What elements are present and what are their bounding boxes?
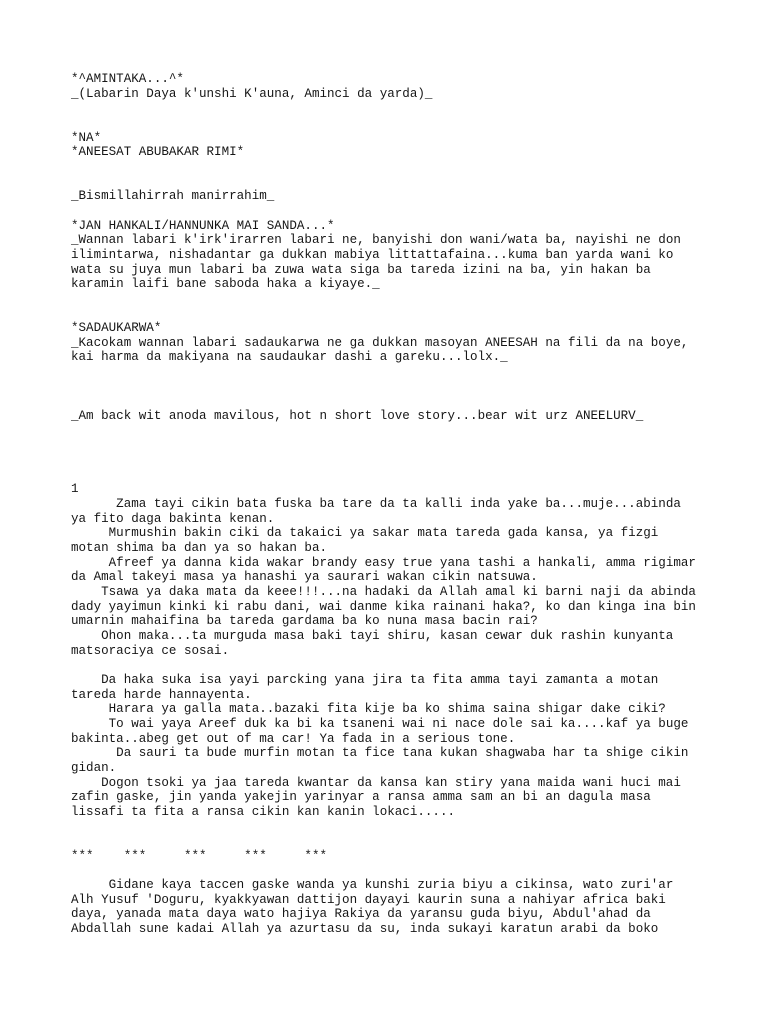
story-line: Dogon tsoki ya jaa tareda kwantar da kansa kan stiry yana maida wani huci mai: [101, 775, 681, 790]
story-line: motan shima ba dan ya so hakan ba.: [71, 541, 327, 555]
story-line: lissafi ta fita a ransa cikin kan kanin lokaci.....: [71, 804, 455, 819]
dedication-section: [71, 321, 751, 365]
story-line: bakinta..abeg get out of ma car! Ya fada in a serious tone.: [71, 731, 516, 746]
line-spacer: [71, 438, 751, 453]
notice-section: [71, 219, 751, 292]
line-spacer: [71, 468, 751, 483]
story-line: Tsawa ya daka mata da keee!!!...na hadaki da Allah amal ki barni naji da abinda: [101, 584, 696, 599]
chapter-number: 1: [71, 482, 79, 497]
line-spacer: [71, 394, 751, 409]
notice-heading: *JAN HANKALI/HANNUNKA MAI SANDA...*: [71, 218, 335, 233]
line-spacer: [71, 863, 751, 878]
story-paragraph: [71, 629, 751, 658]
line-spacer: [71, 307, 751, 322]
bismillah: _Bismillahirrah manirrahim_: [71, 189, 275, 204]
line-spacer: [71, 175, 751, 190]
story-paragraph: [71, 673, 751, 702]
section-separator: *** *** *** *** ***: [71, 848, 327, 863]
notice-line: karamin laifi bane saboda haka a kiyaye._: [71, 277, 380, 292]
story-line: Abdallah sune kadai Allah ya azurtasu da su, inda sukayi karatun arabi da boko: [71, 922, 659, 937]
story-line: Alh Yusuf 'Doguru, kyakkyawan dattijon dayayi kaurin suna a nahiyar africa baki: [71, 892, 666, 907]
next-section: [71, 878, 751, 937]
notice-line: wata su juya mun labari ba zuwa wata siga ba tareda izini na ba, yin hakan ba: [71, 262, 651, 277]
story-paragraph: [71, 776, 751, 820]
line-spacer: [71, 365, 751, 380]
story-line: Harara ya galla mata..bazaki fita kije ba ko shima saina shigar dake ciki?: [108, 702, 666, 717]
dedication-heading: *SADAUKARWA*: [71, 321, 162, 336]
story-title: *^AMINTAKA...^*: [71, 72, 184, 86]
story-paragraph: [71, 717, 751, 746]
story-line: Murmushin bakin ciki da takaici ya sakar mata tareda gada kansa, ya fizgi: [108, 526, 659, 541]
author-name: *ANEESAT ABUBAKAR RIMI*: [71, 145, 245, 160]
dedication-line: kai harma da makiyana na saudaukar dashi a gareku...lolx._: [71, 350, 508, 365]
story-line: zafin gaske, jin yanda yakejin yarinyar a ransa amma sam an bi an dagula masa: [71, 790, 651, 805]
story-line: Afreef ya danna kida wakar brandy easy true yana tashi a hankali, amma rigimar: [108, 555, 696, 570]
story-line: daya, yanada mata daya wato hajiya Rakiya da yaransu guda biyu, Abdul'ahad da: [71, 907, 651, 922]
line-spacer: [71, 204, 751, 219]
notice-line: ilimintarwa, nishadantar ga dukkan mabiya littattafaina...kuma ban yarda wani ko: [71, 247, 674, 262]
story-paragraph: [71, 585, 751, 629]
story-line: Ohon maka...ta murguda masa baki tayi shiru, kasan cewar duk rashin kunyanta: [101, 628, 674, 643]
line-spacer: [71, 101, 751, 116]
line-spacer: [71, 424, 751, 439]
story-line: Zama tayi cikin bata fuska ba tare da ta kalli inda yake ba...muje...abinda: [116, 497, 681, 512]
story-line: gidan.: [71, 760, 117, 775]
line-spacer: [71, 453, 751, 468]
author-prefix: *NA*: [71, 130, 102, 145]
story-line: Da haka suka isa yayi parcking yana jira ta fita amma tayi zamanta a motan: [101, 672, 659, 687]
story-paragraph: [71, 497, 751, 526]
story-line: tareda harde hannayenta.: [71, 687, 252, 702]
story-line: dady yayimun kinki ki rabu dani, wai danme kika rainani haka?, ko dan kinga ina bin: [71, 599, 696, 614]
story-line: Da sauri ta bude murfin motan ta fice tana kukan shagwaba har ta shige cikin: [116, 746, 689, 761]
story-paragraph: [71, 878, 751, 937]
line-spacer: [71, 116, 751, 131]
story-line: To wai yaya Areef duk ka bi ka tsaneni wai ni nace dole sai ka....kaf ya buge: [108, 716, 689, 731]
story-paragraph: [71, 526, 751, 555]
chapter: [71, 482, 751, 819]
story-subtitle: _(Labarin Daya k'unshi K'auna, Aminci da yarda)_: [71, 86, 433, 101]
story-line: matsoraciya ce sosai.: [71, 643, 230, 658]
story-line: da Amal takeyi masa ya hanashi ya saurari wakan cikin natsuwa.: [71, 570, 538, 585]
line-spacer: [71, 160, 751, 175]
story-paragraph: [71, 556, 751, 585]
story-paragraph: [71, 746, 751, 775]
story-line: umarnin mahaifina ba tareda gardama ba ko nuna masa bacin rai?: [71, 614, 538, 629]
line-spacer: [71, 658, 751, 673]
story-paragraph: [71, 702, 751, 717]
document-page: [71, 72, 751, 937]
notice-line: _Wannan labari k'irk'irarren labari ne, banyishi don wani/wata ba, nayishi ne don: [71, 233, 681, 248]
story-line: Gidane kaya taccen gaske wanda ya kunshi zuria biyu a cikinsa, wato zuri'ar: [108, 878, 674, 893]
line-spacer: [71, 819, 751, 834]
line-spacer: [71, 292, 751, 307]
line-spacer: [71, 380, 751, 395]
dedication-line: _Kacokam wannan labari sadaukarwa ne ga dukkan masoyan ANEESAH na fili da na boye,: [71, 335, 689, 350]
story-line: ya fito daga bakinta kenan.: [71, 511, 275, 526]
line-spacer: [71, 834, 751, 849]
tagline: _Am back wit anoda mavilous, hot n short love story...bear wit urz ANEELURV_: [71, 409, 644, 424]
